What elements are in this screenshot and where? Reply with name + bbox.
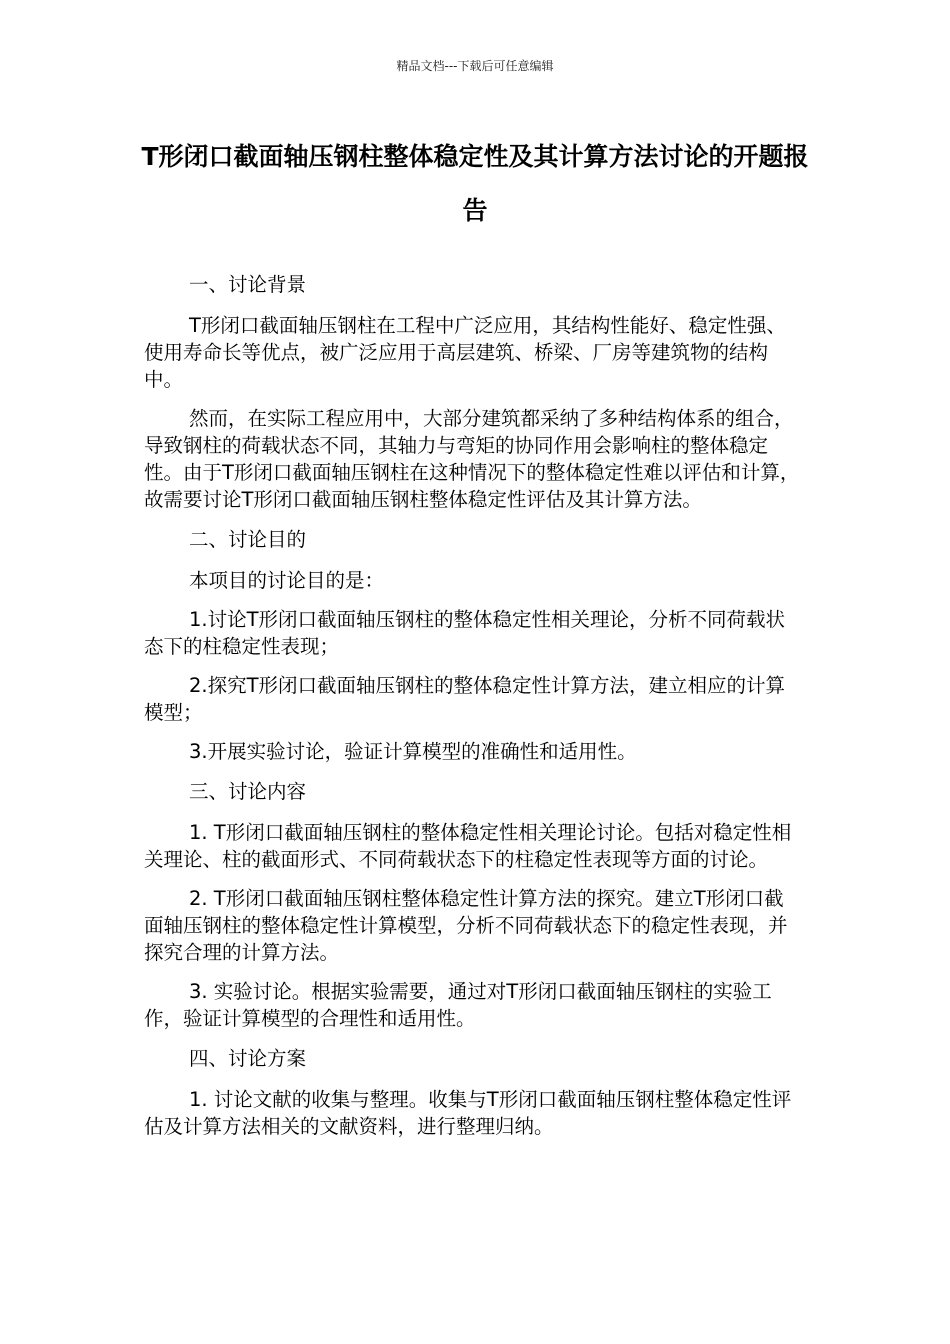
list-item: 1. T形闭口截面轴压钢柱的整体稳定性相关理论讨论。包括对稳定性相关理论、柱的截面形式、不同荷载状态下的柱稳定性表现等方面的讨论。 [144, 821, 792, 871]
paragraph: 本项目的讨论目的是： [189, 569, 385, 592]
section-purpose [144, 525, 800, 765]
section-heading: 二、讨论目的 [189, 528, 307, 551]
document-title: T形闭口截面轴压钢柱整体稳定性及其计算方法讨论的开题报告 [141, 142, 809, 225]
list-item: 3. 实验讨论。根据实验需要，通过对T形闭口截面轴压钢柱的实验工作，验证计算模型的合理性和适用性。 [144, 980, 772, 1030]
paragraph: T形闭口截面轴压钢柱在工程中广泛应用，其结构性能好、稳定性强、使用寿命长等优点，被广泛应用于高层建筑、桥梁、厂房等建筑物的结构中。 [144, 314, 786, 391]
section-content [144, 777, 800, 1032]
page-header-note: 精品文档---下载后可任意编辑 [396, 59, 554, 73]
list-item: 2.探究T形闭口截面轴压钢柱的整体稳定性计算方法，建立相应的计算模型； [144, 674, 786, 724]
section-background [144, 270, 800, 513]
list-item: 2. T形闭口截面轴压钢柱整体稳定性计算方法的探究。建立T形闭口截面轴压钢柱的整体稳定性计算模型，分析不同荷载状态下的稳定性表现，并探究合理的计算方法。 [144, 887, 788, 964]
paragraph: 然而，在实际工程应用中，大部分建筑都采纳了多种结构体系的组合，导致钢柱的荷载状态不同，其轴力与弯矩的协同作用会影响柱的整体稳定性。由于T形闭口截面轴压钢柱在这种情况下的整体稳定性难以评估和计算，故需要讨论T形闭口截面轴压钢柱整体稳定性评估及其计算方法。 [144, 407, 800, 511]
list-item: 3.开展实验讨论，验证计算模型的准确性和适用性。 [189, 740, 637, 763]
list-item: 1. 讨论文献的收集与整理。收集与T形闭口截面轴压钢柱整体稳定性评估及计算方法相关的文献资料，进行整理归纳。 [144, 1088, 792, 1138]
section-heading: 三、讨论内容 [189, 780, 307, 803]
list-item: 1.讨论T形闭口截面轴压钢柱的整体稳定性相关理论，分析不同荷载状态下的柱稳定性表现； [144, 608, 786, 658]
section-plan [144, 1044, 800, 1140]
section-heading: 四、讨论方案 [189, 1047, 307, 1070]
section-heading: 一、讨论背景 [189, 273, 307, 296]
document-body [144, 270, 800, 1152]
